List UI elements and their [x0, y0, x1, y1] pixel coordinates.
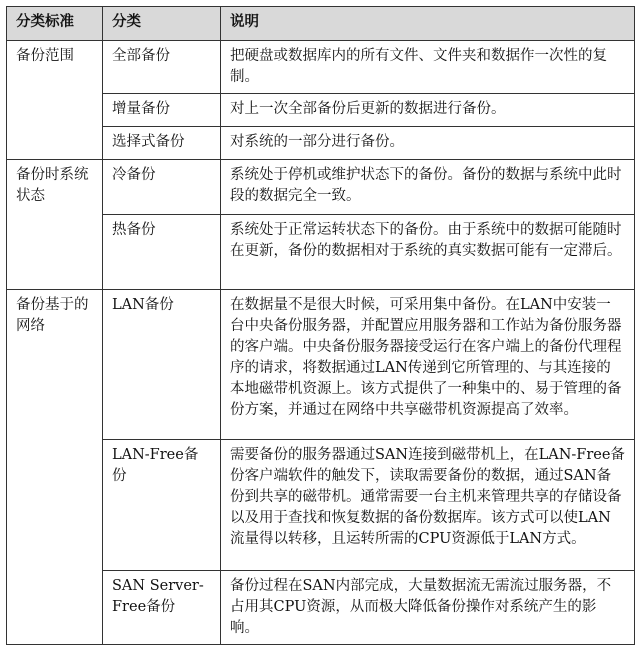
standard-cell: 备份时系统状态 [7, 160, 103, 290]
description-cell: 对系统的一部分进行备份。 [221, 127, 635, 160]
table-row [7, 41, 635, 94]
type-cell: LAN备份 [103, 290, 221, 440]
header-standard: 分类标准 [7, 7, 103, 41]
type-cell: SAN Server-Free备份 [103, 571, 221, 645]
standard-cell: 备份范围 [7, 41, 103, 160]
table-row [7, 290, 635, 440]
header-description: 说明 [221, 7, 635, 41]
type-cell: 选择式备份 [103, 127, 221, 160]
backup-classification-table [6, 6, 635, 645]
description-cell: 需要备份的服务器通过SAN连接到磁带机上，在LAN-Free备份客户端软件的触发下，读取需要备份的数据，通过SAN备份到共享的磁带机。通常需要一台主机来管理共享的存储设备以及用于查找和恢复数据的备份数据库。该方式可以使LAN流量得以转移，且运转所需的CPU资源低于LAN方式。 [221, 440, 635, 571]
description-cell: 备份过程在SAN内部完成，大量数据流无需流过服务器，不占用其CPU资源，从而极大降低备份操作对系统产生的影响。 [221, 571, 635, 645]
description-cell: 在数据量不是很大时候，可采用集中备份。在LAN中安装一台中央备份服务器，并配置应用服务器和工作站为备份服务器的客户端。中央备份服务器接受运行在客户端上的备份代理程序的请求，将数据通过LAN传递到它所管理的、与其连接的本地磁带机资源上。该方式提供了一种集中的、易于管理的备份方案，并通过在网络中共享磁带机资源提高了效率。 [221, 290, 635, 440]
description-cell: 对上一次全部备份后更新的数据进行备份。 [221, 94, 635, 127]
type-cell: 热备份 [103, 215, 221, 290]
type-cell: 冷备份 [103, 160, 221, 215]
type-cell: 全部备份 [103, 41, 221, 94]
type-cell: LAN-Free备份 [103, 440, 221, 571]
type-cell: 增量备份 [103, 94, 221, 127]
description-cell: 把硬盘或数据库内的所有文件、文件夹和数据作一次性的复制。 [221, 41, 635, 94]
description-cell: 系统处于正常运转状态下的备份。由于系统中的数据可能随时在更新，备份的数据相对于系统的真实数据可能有一定滞后。 [221, 215, 635, 290]
header-row [7, 7, 635, 41]
table-row [7, 160, 635, 215]
standard-cell: 备份基于的网络 [7, 290, 103, 645]
description-cell: 系统处于停机或维护状态下的备份。备份的数据与系统中此时段的数据完全一致。 [221, 160, 635, 215]
header-type: 分类 [103, 7, 221, 41]
